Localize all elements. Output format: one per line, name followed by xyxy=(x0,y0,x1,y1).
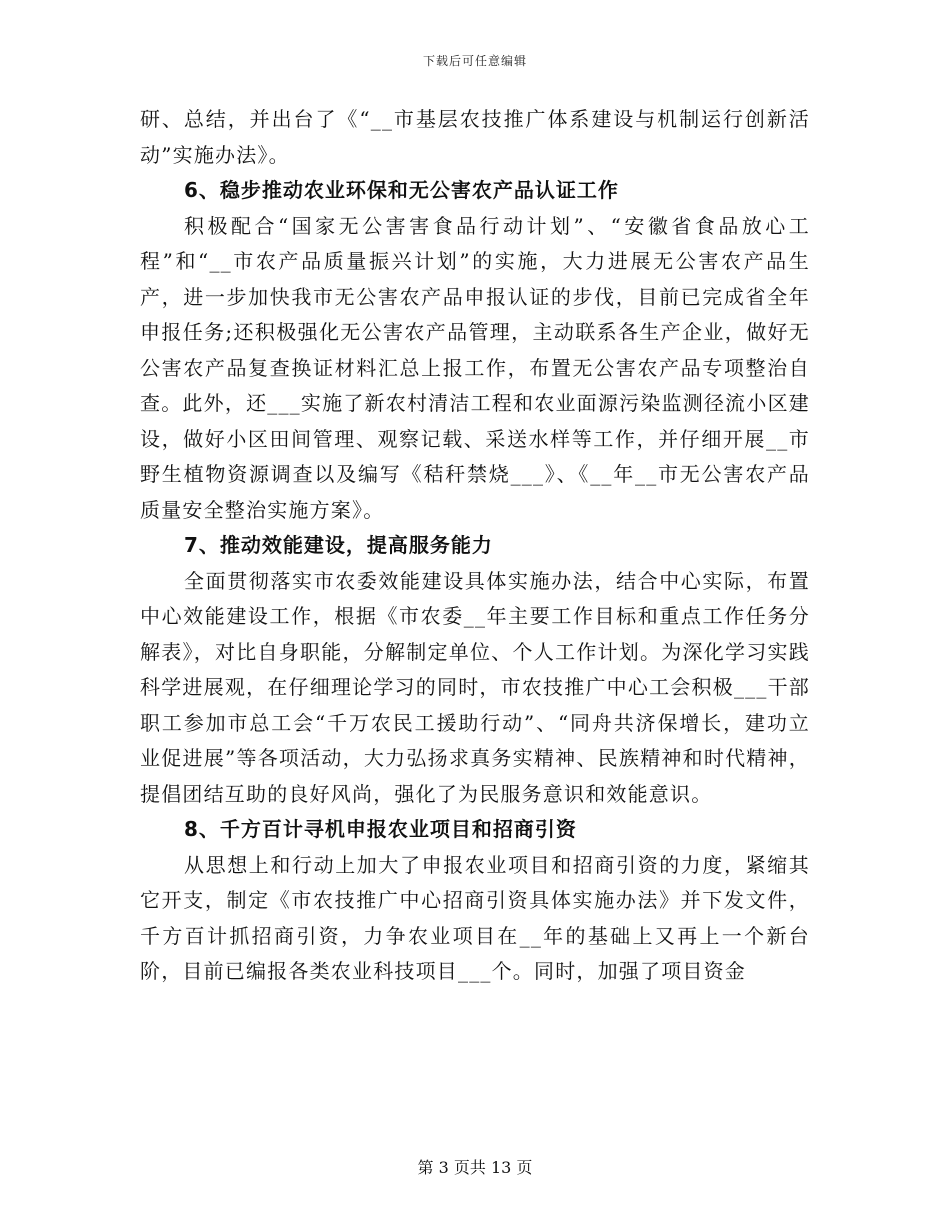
section-heading-8: 8、千方百计寻机申报农业项目和招商引资 xyxy=(184,817,577,841)
page-header: 下载后可任意编辑 xyxy=(422,54,527,68)
section-heading-6: 6、稳步推动农业环保和无公害农产品认证工作 xyxy=(184,178,619,202)
section-paragraph-8: 从思想上和行动上加大了申报农业项目和招商引资的力度，紧缩其它开支，制定《市农技推广中心招商引资具体实施办法》并下发文件，千方百计抓招商引资，力争农业项目在__年的基础上又再上一个新台阶，目前已编报各类农业科技项目___个。同时，加强了项目资金 xyxy=(140,852,810,983)
intro-paragraph: 研、总结，并出台了《“__市基层农技推广体系建设与机制运行创新活动”实施办法》。 xyxy=(140,107,810,167)
document-body xyxy=(140,102,810,990)
page-footer: 第 3 页共 13 页 xyxy=(417,1158,533,1177)
section-paragraph-7: 全面贯彻落实市农委效能建设具体实施办法，结合中心实际，布置中心效能建设工作，根据《市农委__年主要工作目标和重点工作任务分解表》，对比自身职能，分解制定单位、个人工作计划。为深化学习实践科学进展观，在仔细理论学习的同时，市农技推广中心工会积极___干部职工参加市总工会“千万农民工援助行动”、“同舟共济保增长，建功立业促进展”等各项活动，大力弘扬求真务实精神、民族精神和时代精神，提倡团结互助的良好风尚，强化了为民服务意识和效能意识。 xyxy=(140,568,810,806)
section-heading-7: 7、推动效能建设，提高服务能力 xyxy=(184,533,493,557)
section-paragraph-6: 积极配合“国家无公害害食品行动计划”、“安徽省食品放心工程”和“__市农产品质量振兴计划”的实施，大力进展无公害农产品生产，进一步加快我市无公害农产品申报认证的步伐，目前已完成省全年申报任务;还积极强化无公害农产品管理，主动联系各生产企业，做好无公害农产品复查换证材料汇总上报工作，布置无公害农产品专项整治自查。此外，还___实施了新农村清洁工程和农业面源污染监测径流小区建设，做好小区田间管理、观察记载、采送水样等工作，并仔细开展__市野生植物资源调查以及编写《秸秆禁烧___》、《__年__市无公害农产品质量安全整治实施方案》。 xyxy=(140,213,810,522)
